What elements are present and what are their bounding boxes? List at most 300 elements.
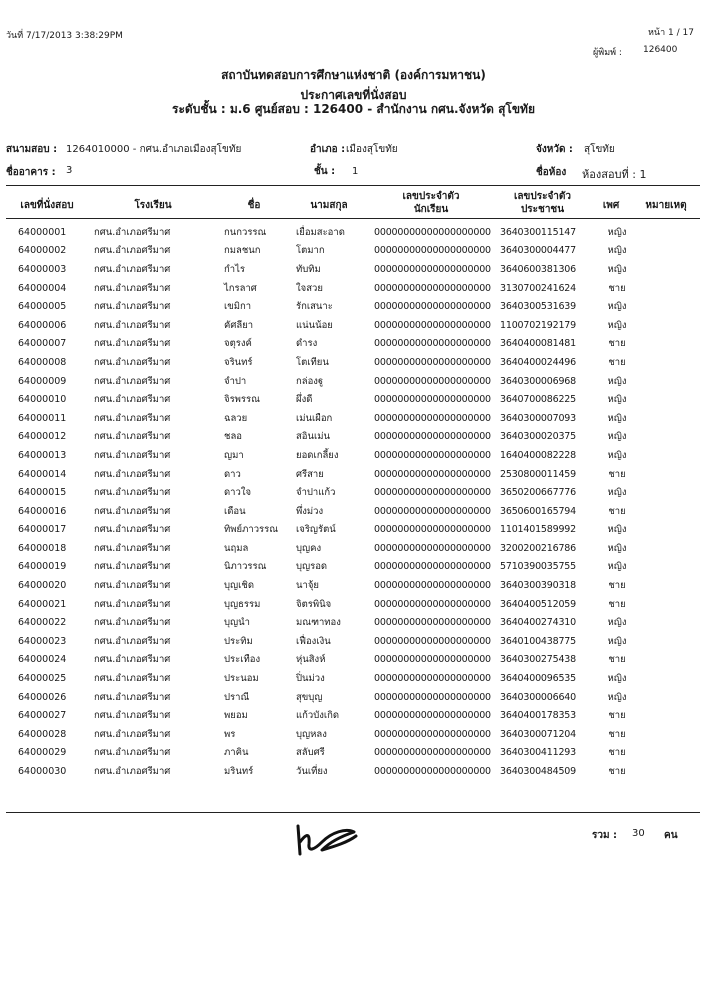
room-label: ชื่อห้อง [536, 167, 567, 178]
seat-number-cell: 64000008 [18, 356, 67, 368]
citizen-id-cell: 3640400274310 [500, 617, 576, 629]
first-name-cell: พร [224, 728, 236, 740]
table-row [6, 428, 697, 447]
sex-cell: ชาย [608, 766, 626, 778]
citizen-id-cell: 1100702192179 [500, 319, 576, 331]
table-row [6, 669, 697, 688]
divider-bottom [6, 812, 700, 813]
last-name-cell: แน่นน้อย [296, 319, 333, 331]
seat-number-cell: 64000005 [18, 301, 67, 313]
sex-cell: ชาย [608, 654, 626, 666]
school-name-cell: กศน.อำเภอศรีมาศ [94, 319, 171, 331]
sex-cell: หญิง [607, 431, 627, 443]
last-name-cell: ใจสวย [296, 282, 323, 294]
note-cell [637, 260, 697, 279]
student-id-cell: 00000000000000000000 [374, 301, 491, 313]
sex-cell: ชาย [608, 282, 626, 294]
table-row [6, 688, 697, 707]
col-last-name: นามสกุล [310, 200, 348, 211]
student-id-cell: 00000000000000000000 [374, 282, 491, 294]
note-cell [637, 483, 697, 502]
seat-number-cell: 64000024 [18, 654, 67, 666]
note-cell [637, 539, 697, 558]
last-name-cell: จำปาแก้ว [296, 487, 336, 499]
table-row [6, 558, 697, 577]
school-name-cell: กศน.อำเภอศรีมาศ [94, 431, 171, 443]
note-cell [637, 372, 697, 391]
seat-number-cell: 64000012 [18, 431, 67, 443]
first-name-cell: กนกวรรณ [224, 226, 267, 238]
seat-table [6, 223, 697, 781]
divider-top [6, 185, 700, 186]
sex-cell: ชาย [608, 728, 626, 740]
school-name-cell: กศน.อำเภอศรีมาศ [94, 282, 171, 294]
table-row [6, 483, 697, 502]
citizen-id-cell: 3650200667776 [500, 487, 576, 499]
table-row [6, 372, 697, 391]
school-name-cell: กศน.อำเภอศรีมาศ [94, 356, 171, 368]
exam-level-center: ระดับชั้น : ม.6 ศูนย์สอบ : 126400 - สำนักงาน กศน.จังหวัด สุโขทัย [172, 102, 535, 116]
note-cell [637, 669, 697, 688]
school-name-cell: กศน.อำเภอศรีมาศ [94, 654, 171, 666]
room-value: ห้องสอบที่ : 1 [582, 168, 647, 181]
first-name-cell: นิภาวรรณ [224, 561, 267, 573]
table-row [6, 390, 697, 409]
table-row [6, 260, 697, 279]
school-name-cell: กศน.อำเภอศรีมาศ [94, 394, 171, 406]
sex-cell: หญิง [607, 319, 627, 331]
first-name-cell: จิรพรรณ [224, 394, 260, 406]
last-name-cell: สลับศรี [296, 747, 325, 759]
table-row [6, 353, 697, 372]
note-cell [637, 595, 697, 614]
note-cell [637, 651, 697, 670]
last-name-cell: ยอดเกลี้ยง [296, 449, 339, 461]
doc-title: ประกาศเลขที่นั่งสอบ [300, 88, 407, 102]
first-name-cell: ไกรลาศ [224, 282, 257, 294]
sex-cell: หญิง [607, 524, 627, 536]
school-name-cell: กศน.อำเภอศรีมาศ [94, 691, 171, 703]
note-cell [637, 335, 697, 354]
total-value: 30 [632, 828, 645, 839]
first-name-cell: จรินทร์ [224, 356, 253, 368]
note-cell [637, 576, 697, 595]
sex-cell: หญิง [607, 263, 627, 275]
last-name-cell: จิตรพินิจ [296, 598, 332, 610]
school-name-cell: กศน.อำเภอศรีมาศ [94, 245, 171, 257]
seat-number-cell: 64000002 [18, 245, 67, 257]
table-row [6, 613, 697, 632]
citizen-id-cell: 3650600165794 [500, 505, 576, 517]
school-name-cell: กศน.อำเภอศรีมาศ [94, 524, 171, 536]
student-id-cell: 00000000000000000000 [374, 561, 491, 573]
student-id-cell: 00000000000000000000 [374, 654, 491, 666]
sex-cell: ชาย [608, 338, 626, 350]
sex-cell: หญิง [607, 245, 627, 257]
student-id-cell: 00000000000000000000 [374, 375, 491, 387]
first-name-cell: ญมา [224, 449, 244, 461]
col-first-name: ชื่อ [247, 200, 261, 211]
last-name-cell: โตมาก [296, 245, 325, 257]
table-row [6, 576, 697, 595]
table-row [6, 223, 697, 242]
school-name-cell: กศน.อำเภอศรีมาศ [94, 263, 171, 275]
last-name-cell: บุญหลง [296, 728, 327, 740]
school-name-cell: กศน.อำเภอศรีมาศ [94, 338, 171, 350]
sex-cell: หญิง [607, 561, 627, 573]
seat-number-cell: 64000015 [18, 487, 67, 499]
building-label: ชื่ออาคาร : [6, 167, 56, 178]
total-label: รวม : [592, 830, 618, 841]
last-name-cell: วันเที่ยง [296, 766, 328, 778]
total-unit: คน [664, 830, 678, 841]
first-name-cell: เขมิกา [224, 301, 252, 313]
school-name-cell: กศน.อำเภอศรีมาศ [94, 468, 171, 480]
student-id-cell: 00000000000000000000 [374, 728, 491, 740]
building-value: 3 [66, 165, 73, 176]
col-citizen-id [494, 190, 591, 216]
school-name-cell: กศน.อำเภอศรีมาศ [94, 561, 171, 573]
first-name-cell: กมลชนก [224, 245, 261, 257]
first-name-cell: ประทิม [224, 635, 253, 647]
sex-cell: หญิง [607, 375, 627, 387]
citizen-id-cell: 3640600381306 [500, 263, 576, 275]
table-row [6, 725, 697, 744]
last-name-cell: เจริญรัตน์ [296, 524, 336, 536]
seat-number-cell: 64000019 [18, 561, 67, 573]
table-row [6, 335, 697, 354]
floor-value: 1 [352, 166, 359, 177]
table-row [6, 297, 697, 316]
student-id-cell: 00000000000000000000 [374, 524, 491, 536]
seat-number-cell: 64000021 [18, 598, 67, 610]
school-name-cell: กศน.อำเภอศรีมาศ [94, 301, 171, 313]
col-student-id [368, 190, 494, 216]
note-cell [637, 688, 697, 707]
sex-cell: หญิง [607, 635, 627, 647]
seat-number-cell: 64000011 [18, 412, 67, 424]
sex-cell: หญิง [607, 673, 627, 685]
school-name-cell: กศน.อำเภอศรีมาศ [94, 766, 171, 778]
school-name-cell: กศน.อำเภอศรีมาศ [94, 226, 171, 238]
sex-cell: หญิง [607, 617, 627, 629]
seat-number-cell: 64000022 [18, 617, 67, 629]
citizen-id-cell: 3130700241624 [500, 282, 576, 294]
district-label: อำเภอ : [310, 144, 346, 155]
student-id-cell: 00000000000000000000 [374, 487, 491, 499]
first-name-cell: ภาคิน [224, 747, 249, 759]
first-name-cell: ปราณี [224, 691, 250, 703]
note-cell [637, 521, 697, 540]
last-name-cell: บุญรอด [296, 561, 328, 573]
seat-number-cell: 64000025 [18, 673, 67, 685]
student-id-cell: 00000000000000000000 [374, 356, 491, 368]
sex-cell: หญิง [607, 691, 627, 703]
student-id-cell: 00000000000000000000 [374, 598, 491, 610]
note-cell [637, 428, 697, 447]
student-id-cell: 00000000000000000000 [374, 710, 491, 722]
student-id-cell: 00000000000000000000 [374, 263, 491, 275]
table-row [6, 521, 697, 540]
citizen-id-cell: 3640300020375 [500, 431, 576, 443]
col-student-id-line2: นักเรียน [413, 204, 449, 215]
table-row [6, 316, 697, 335]
first-name-cell: นฤมล [224, 542, 249, 554]
note-cell [637, 725, 697, 744]
school-name-cell: กศน.อำเภอศรีมาศ [94, 635, 171, 647]
citizen-id-cell: 3640300390318 [500, 580, 576, 592]
last-name-cell: ดำรง [296, 338, 318, 350]
citizen-id-cell: 3640700086225 [500, 394, 576, 406]
col-citizen-id-line2: ประชาชน [520, 204, 565, 215]
citizen-id-cell: 3640300115147 [500, 226, 576, 238]
student-id-cell: 00000000000000000000 [374, 412, 491, 424]
citizen-id-cell: 3640300004477 [500, 245, 576, 257]
sex-cell: หญิง [607, 542, 627, 554]
sex-cell: หญิง [607, 301, 627, 313]
student-id-cell: 00000000000000000000 [374, 635, 491, 647]
first-name-cell: กำไร [224, 263, 245, 275]
sex-cell: หญิง [607, 449, 627, 461]
table-row [6, 539, 697, 558]
citizen-id-cell: 3200200216786 [500, 542, 576, 554]
citizen-id-cell: 1101401589992 [500, 524, 576, 536]
student-id-cell: 00000000000000000000 [374, 673, 491, 685]
note-cell [637, 446, 697, 465]
seat-number-cell: 64000018 [18, 542, 67, 554]
seat-number-cell: 64000006 [18, 319, 67, 331]
last-name-cell: เยื่อมสะอาด [296, 226, 345, 238]
seat-number-cell: 64000016 [18, 505, 67, 517]
student-id-cell: 00000000000000000000 [374, 747, 491, 759]
table-row [6, 632, 697, 651]
citizen-id-cell: 3640300275438 [500, 654, 576, 666]
school-name-cell: กศน.อำเภอศรีมาศ [94, 375, 171, 387]
table-row [6, 446, 697, 465]
note-cell [637, 242, 697, 261]
seat-number-cell: 64000007 [18, 338, 67, 350]
seat-number-cell: 64000009 [18, 375, 67, 387]
first-name-cell: ดาวใจ [224, 487, 252, 499]
student-id-cell: 00000000000000000000 [374, 245, 491, 257]
citizen-id-cell: 3640400178353 [500, 710, 576, 722]
school-name-cell: กศน.อำเภอศรีมาศ [94, 598, 171, 610]
first-name-cell: เดือน [224, 505, 246, 517]
student-id-cell: 00000000000000000000 [374, 617, 491, 629]
school-name-cell: กศน.อำเภอศรีมาศ [94, 412, 171, 424]
seat-number-cell: 64000030 [18, 766, 67, 778]
first-name-cell: ประเทือง [224, 654, 261, 666]
province-label: จังหวัด : [536, 144, 573, 155]
print-date: วันที่ 7/17/2013 3:38:29PM [6, 31, 123, 41]
seat-number-cell: 64000029 [18, 747, 67, 759]
citizen-id-cell: 5710390035755 [500, 561, 576, 573]
col-sex: เพศ [602, 200, 620, 211]
citizen-id-cell: 3640300006968 [500, 375, 576, 387]
school-name-cell: กศน.อำเภอศรีมาศ [94, 747, 171, 759]
school-name-cell: กศน.อำเภอศรีมาศ [94, 580, 171, 592]
seat-number-cell: 64000023 [18, 635, 67, 647]
table-row [6, 762, 697, 781]
citizen-id-cell: 3640300411293 [500, 747, 576, 759]
col-school: โรงเรียน [134, 200, 172, 211]
seat-number-cell: 64000014 [18, 468, 67, 480]
sex-cell: หญิง [607, 487, 627, 499]
last-name-cell: กล่องฐู [296, 375, 324, 387]
first-name-cell: ประนอม [224, 673, 259, 685]
seat-number-cell: 64000026 [18, 691, 67, 703]
table-row [6, 706, 697, 725]
table-row [6, 502, 697, 521]
last-name-cell: แก้วบังเกิด [296, 710, 340, 722]
seat-number-cell: 64000010 [18, 394, 67, 406]
first-name-cell: มรินทร์ [224, 766, 254, 778]
seat-number-cell: 64000001 [18, 226, 67, 238]
last-name-cell: เม่นเผือก [296, 412, 333, 424]
school-name-cell: กศน.อำเภอศรีมาศ [94, 542, 171, 554]
table-row [6, 595, 697, 614]
sex-cell: หญิง [607, 226, 627, 238]
last-name-cell: โตเทียน [296, 356, 329, 368]
citizen-id-cell: 3640400096535 [500, 673, 576, 685]
divider-header [6, 218, 700, 219]
citizen-id-cell: 3640100438775 [500, 635, 576, 647]
page-number: หน้า 1 / 17 [648, 28, 694, 38]
last-name-cell: สุขบุญ [296, 691, 323, 703]
org-title: สถาบันทดสอบการศึกษาแห่งชาติ (องค์การมหาชน) [221, 68, 486, 82]
last-name-cell: ศรีสาย [296, 468, 324, 480]
floor-label: ชั้น : [314, 166, 336, 177]
sex-cell: หญิง [607, 394, 627, 406]
col-citizen-id-line1: เลขประจำตัว [513, 191, 572, 202]
table-row [6, 744, 697, 763]
student-id-cell: 00000000000000000000 [374, 468, 491, 480]
sex-cell: ชาย [608, 598, 626, 610]
last-name-cell: ผึ่งดี [296, 394, 313, 406]
school-name-cell: กศน.อำเภอศรีมาศ [94, 673, 171, 685]
seat-number-cell: 64000027 [18, 710, 67, 722]
student-id-cell: 00000000000000000000 [374, 766, 491, 778]
citizen-id-cell: 3640300071204 [500, 728, 576, 740]
last-name-cell: สอินเม่น [296, 431, 331, 443]
first-name-cell: ชลอ [224, 431, 242, 443]
note-cell [637, 353, 697, 372]
citizen-id-cell: 2530800011459 [500, 468, 576, 480]
school-name-cell: กศน.อำเภอศรีมาศ [94, 505, 171, 517]
citizen-id-cell: 3640300007093 [500, 412, 576, 424]
sex-cell: ชาย [608, 580, 626, 592]
table-row [6, 651, 697, 670]
citizen-id-cell: 1640400082228 [500, 449, 576, 461]
first-name-cell: ฉลวย [224, 412, 248, 424]
last-name-cell: ปิ่นม่วง [296, 673, 325, 685]
student-id-cell: 00000000000000000000 [374, 691, 491, 703]
table-row [6, 279, 697, 298]
printer-label: ผู้พิมพ์ : [593, 48, 622, 58]
first-name-cell: ดาว [224, 468, 241, 480]
citizen-id-cell: 3640300531639 [500, 301, 576, 313]
note-cell [637, 390, 697, 409]
first-name-cell: พยอม [224, 710, 248, 722]
student-id-cell: 00000000000000000000 [374, 505, 491, 517]
first-name-cell: บุญนำ [224, 617, 250, 629]
first-name-cell: คัศลียา [224, 319, 254, 331]
handwritten-signature-icon [292, 820, 362, 860]
venue-label: สนามสอบ : [6, 144, 58, 155]
citizen-id-cell: 3640400081481 [500, 338, 576, 350]
school-name-cell: กศน.อำเภอศรีมาศ [94, 617, 171, 629]
sex-cell: ชาย [608, 505, 626, 517]
school-name-cell: กศน.อำเภอศรีมาศ [94, 487, 171, 499]
seat-number-cell: 64000028 [18, 728, 67, 740]
district-value: เมืองสุโขทัย [346, 144, 398, 155]
sex-cell: ชาย [608, 710, 626, 722]
sex-cell: หญิง [607, 412, 627, 424]
note-cell [637, 409, 697, 428]
note-cell [637, 762, 697, 781]
last-name-cell: นาจุ้ย [296, 580, 319, 592]
sex-cell: ชาย [608, 356, 626, 368]
last-name-cell: บุญคง [296, 542, 322, 554]
venue-value: 1264010000 - กศน.อำเภอเมืองสุโขทัย [66, 144, 242, 155]
note-cell [637, 744, 697, 763]
citizen-id-cell: 3640300006640 [500, 691, 576, 703]
printer-id: 126400 [643, 45, 678, 55]
note-cell [637, 279, 697, 298]
student-id-cell: 00000000000000000000 [374, 338, 491, 350]
col-note: หมายเหตุ [645, 200, 687, 211]
note-cell [637, 223, 697, 242]
citizen-id-cell: 3640400024496 [500, 356, 576, 368]
student-id-cell: 00000000000000000000 [374, 319, 491, 331]
seat-number-cell: 64000017 [18, 524, 67, 536]
student-id-cell: 00000000000000000000 [374, 394, 491, 406]
seat-number-cell: 64000020 [18, 580, 67, 592]
citizen-id-cell: 3640300484509 [500, 766, 576, 778]
col-student-id-line1: เลขประจำตัว [402, 191, 460, 202]
student-id-cell: 00000000000000000000 [374, 542, 491, 554]
student-id-cell: 00000000000000000000 [374, 580, 491, 592]
first-name-cell: จำปา [224, 375, 247, 387]
student-id-cell: 00000000000000000000 [374, 449, 491, 461]
last-name-cell: มณฑาทอง [296, 617, 341, 629]
province-value: สุโขทัย [584, 144, 615, 155]
school-name-cell: กศน.อำเภอศรีมาศ [94, 710, 171, 722]
first-name-cell: บุญธรรม [224, 598, 261, 610]
last-name-cell: พึ่งม่วง [296, 505, 324, 517]
note-cell [637, 316, 697, 335]
seat-number-cell: 64000013 [18, 449, 67, 461]
note-cell [637, 465, 697, 484]
last-name-cell: รักเสนาะ [296, 301, 333, 313]
school-name-cell: กศน.อำเภอศรีมาศ [94, 449, 171, 461]
note-cell [637, 558, 697, 577]
note-cell [637, 632, 697, 651]
sex-cell: ชาย [608, 468, 626, 480]
table-row [6, 465, 697, 484]
note-cell [637, 502, 697, 521]
first-name-cell: บุญเชิด [224, 580, 254, 592]
sex-cell: ชาย [608, 747, 626, 759]
student-id-cell: 00000000000000000000 [374, 226, 491, 238]
first-name-cell: ทิพย์ภาวรรณ [224, 524, 279, 536]
last-name-cell: เฟื่องเงิน [296, 635, 331, 647]
last-name-cell: หุ่นสิงห์ [296, 654, 326, 666]
first-name-cell: จตุรงค์ [224, 338, 252, 350]
table-row [6, 242, 697, 261]
table-row [6, 409, 697, 428]
citizen-id-cell: 3640400512059 [500, 598, 576, 610]
